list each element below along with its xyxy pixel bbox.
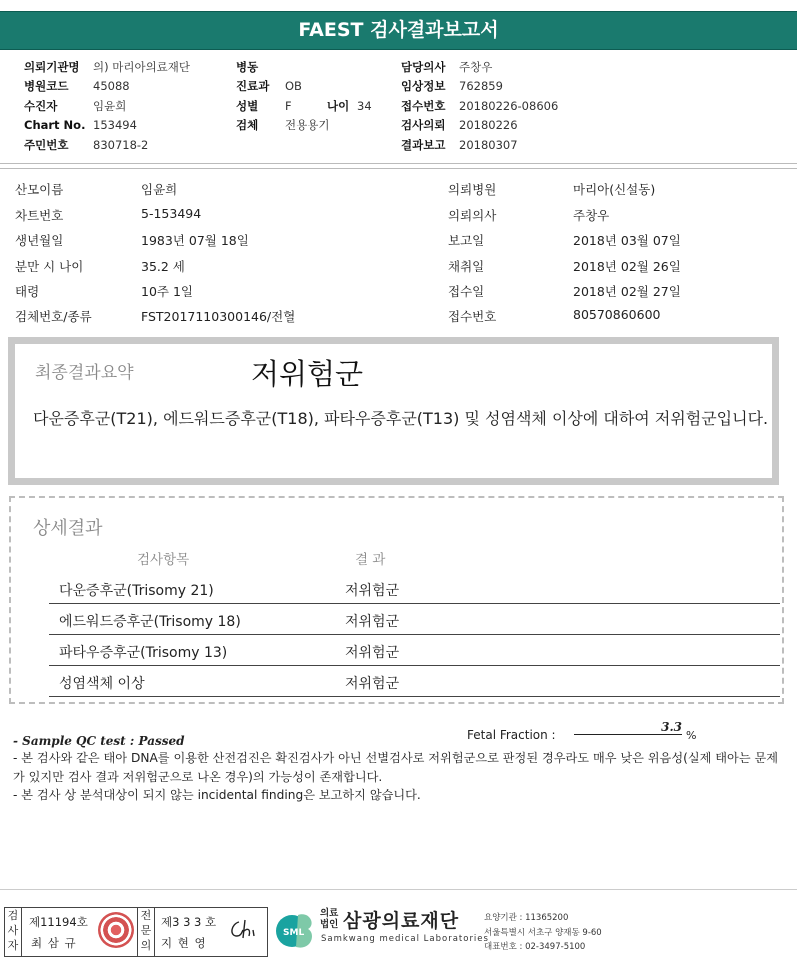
detail-heading: 상세결과	[33, 518, 103, 539]
notes	[13, 749, 788, 805]
header-label: 주민번호	[24, 137, 69, 152]
org-prefix-line: 법인	[320, 919, 339, 930]
header-value: OB	[285, 79, 302, 94]
summary-text: 다운증후군(T21), 에드워드증후군(T18), 파타우증후군(T13) 및 성염색체 이상에 대하여 저위험군입니다.	[33, 409, 769, 428]
table-row	[49, 573, 780, 604]
org-prefix	[320, 908, 338, 930]
header-label: 검체	[236, 118, 259, 133]
test-item: 성염색체 이상	[59, 676, 145, 692]
test-item: 파타우증후군(Trisomy 13)	[59, 645, 228, 661]
detail-results-box	[9, 496, 784, 704]
header-row	[401, 135, 558, 155]
header-label: 진료과	[236, 79, 270, 94]
fetal-fraction-value: 3.3	[574, 720, 682, 735]
header-label: 임상정보	[401, 79, 446, 94]
header-row	[24, 77, 190, 97]
report-header	[0, 52, 797, 162]
info-value: 10주 1일	[141, 284, 193, 299]
header-value: 20180226-08606	[459, 98, 559, 113]
test-result: 저위험군	[345, 645, 400, 661]
info-value: 주창우	[573, 208, 610, 223]
header-row	[401, 77, 558, 97]
org-code: 요양기관 : 11365200	[484, 913, 569, 923]
header-row	[24, 116, 190, 136]
inspector-label: 검사자	[5, 908, 22, 956]
header-value: 45088	[93, 79, 130, 94]
header-row	[24, 57, 190, 77]
age-value: 34	[357, 98, 372, 113]
header-value: F	[285, 98, 292, 113]
info-label: 채취일	[448, 259, 485, 274]
sample-qc: - Sample QC test : Passed	[13, 734, 185, 748]
header-label: 접수번호	[401, 98, 446, 113]
inspector-name: 최 삼 규	[31, 936, 77, 950]
table-row	[49, 666, 780, 697]
header-row	[236, 116, 372, 136]
info-value: 2018년 02월 27일	[573, 284, 681, 299]
header-label: 담당의사	[401, 59, 446, 74]
info-label: 차트번호	[15, 208, 64, 223]
info-label: 접수일	[448, 284, 485, 299]
header-row	[236, 96, 372, 116]
info-value: 임윤희	[141, 182, 178, 197]
header-value: 830718-2	[93, 137, 149, 152]
info-label: 보고일	[448, 233, 485, 248]
info-value: 마리아(신설동)	[573, 182, 656, 197]
header-row	[401, 96, 558, 116]
column-header-item: 검사항목	[137, 552, 190, 568]
org-phone: 대표번호 : 02-3497-5100	[484, 942, 586, 952]
signature-stamp	[4, 907, 268, 957]
header-value: 762859	[459, 79, 503, 94]
org-prefix-line: 의료	[320, 908, 339, 919]
patient-info	[0, 172, 797, 332]
header-label: 수진자	[24, 98, 58, 113]
signature-icon	[227, 916, 261, 944]
fetal-fraction-unit: %	[686, 729, 697, 742]
note: - 본 검사 상 분석대상이 되지 않는 incidental finding은 보고하지 않습니다.	[13, 788, 421, 802]
header-row	[24, 135, 190, 155]
header-value: 주창우	[459, 59, 493, 74]
test-result: 저위험군	[345, 583, 400, 599]
header-row	[401, 57, 558, 77]
specialist-label: 전문의	[137, 908, 155, 956]
final-summary-box	[8, 337, 779, 485]
header-label: Chart No.	[24, 118, 86, 133]
info-label: 의뢰의사	[448, 208, 497, 223]
inspector-license: 제11194호	[29, 915, 88, 929]
sml-logo-icon	[272, 907, 320, 955]
header-row	[24, 96, 190, 116]
info-label: 산모이름	[15, 182, 64, 197]
header-value: 임윤희	[93, 98, 127, 113]
header-label: 성별	[236, 98, 259, 113]
info-value: 80570860600	[573, 307, 661, 322]
info-value: 35.2 세	[141, 259, 185, 274]
info-value: 2018년 03월 07일	[573, 233, 681, 248]
summary-heading: 최종결과요약	[35, 363, 134, 383]
header-value: 전용용기	[285, 118, 330, 133]
header-value: 20180307	[459, 137, 518, 152]
info-label: 접수번호	[448, 309, 497, 324]
specialist-name: 지 현 영	[161, 936, 207, 950]
header-label: 의뢰기관명	[24, 59, 80, 74]
header-value: 20180226	[459, 118, 518, 133]
test-item: 에드워드증후군(Trisomy 18)	[59, 614, 241, 630]
test-result: 저위험군	[345, 614, 400, 630]
header-value: 153494	[93, 118, 137, 133]
info-value: 2018년 02월 26일	[573, 259, 681, 274]
report-title: FAEST 검사결과보고서	[0, 11, 797, 50]
header-label: 병동	[236, 59, 259, 74]
seal-stamp-icon	[98, 912, 134, 948]
header-value: 의) 마리아의료재단	[93, 59, 191, 74]
header-label: 검사의뢰	[401, 118, 446, 133]
test-result: 저위험군	[345, 676, 400, 692]
info-label: 검체번호/종류	[15, 309, 92, 324]
summary-result: 저위험군	[251, 357, 364, 391]
note: - 본 검사와 같은 태아 DNA를 이용한 산전검진은 확진검사가 아닌 선별검사로 저위험군으로 판정된 경우라도 매우 낮은 위음성(실제 태아는 문제가 있지만 검사 결과 저위험군으로 나온 경우)의 가능성이 존재합니다.	[13, 751, 779, 784]
age-label: 나이	[327, 98, 350, 113]
table-row	[49, 604, 780, 635]
table-row	[49, 635, 780, 666]
column-header-result: 결 과	[355, 552, 386, 568]
info-label: 분만 시 나이	[15, 259, 84, 274]
header-row	[236, 57, 372, 77]
header-row	[236, 77, 372, 97]
test-item: 다운증후군(Trisomy 21)	[59, 583, 214, 599]
divider	[0, 163, 797, 164]
svg-text:SML: SML	[283, 928, 305, 938]
divider	[0, 168, 797, 169]
info-value: FST2017110300146/전혈	[141, 309, 296, 324]
info-value: 5-153494	[141, 206, 202, 221]
fetal-fraction-label: Fetal Fraction :	[467, 728, 556, 742]
specialist-license: 제3 3 3 호	[161, 915, 217, 929]
footer	[0, 889, 797, 971]
org-name-english: Samkwang medical Laboratories	[321, 934, 489, 944]
header-row	[401, 116, 558, 136]
info-label: 태령	[15, 284, 40, 299]
info-label: 의뢰병원	[448, 182, 497, 197]
header-label: 결과보고	[401, 137, 446, 152]
info-label: 생년월일	[15, 233, 64, 248]
org-address: 서울특별시 서초구 양재동 9-60	[484, 928, 602, 938]
org-name: 삼광의료재단	[343, 910, 460, 932]
header-label: 병원코드	[24, 79, 69, 94]
info-value: 1983년 07월 18일	[141, 233, 249, 248]
